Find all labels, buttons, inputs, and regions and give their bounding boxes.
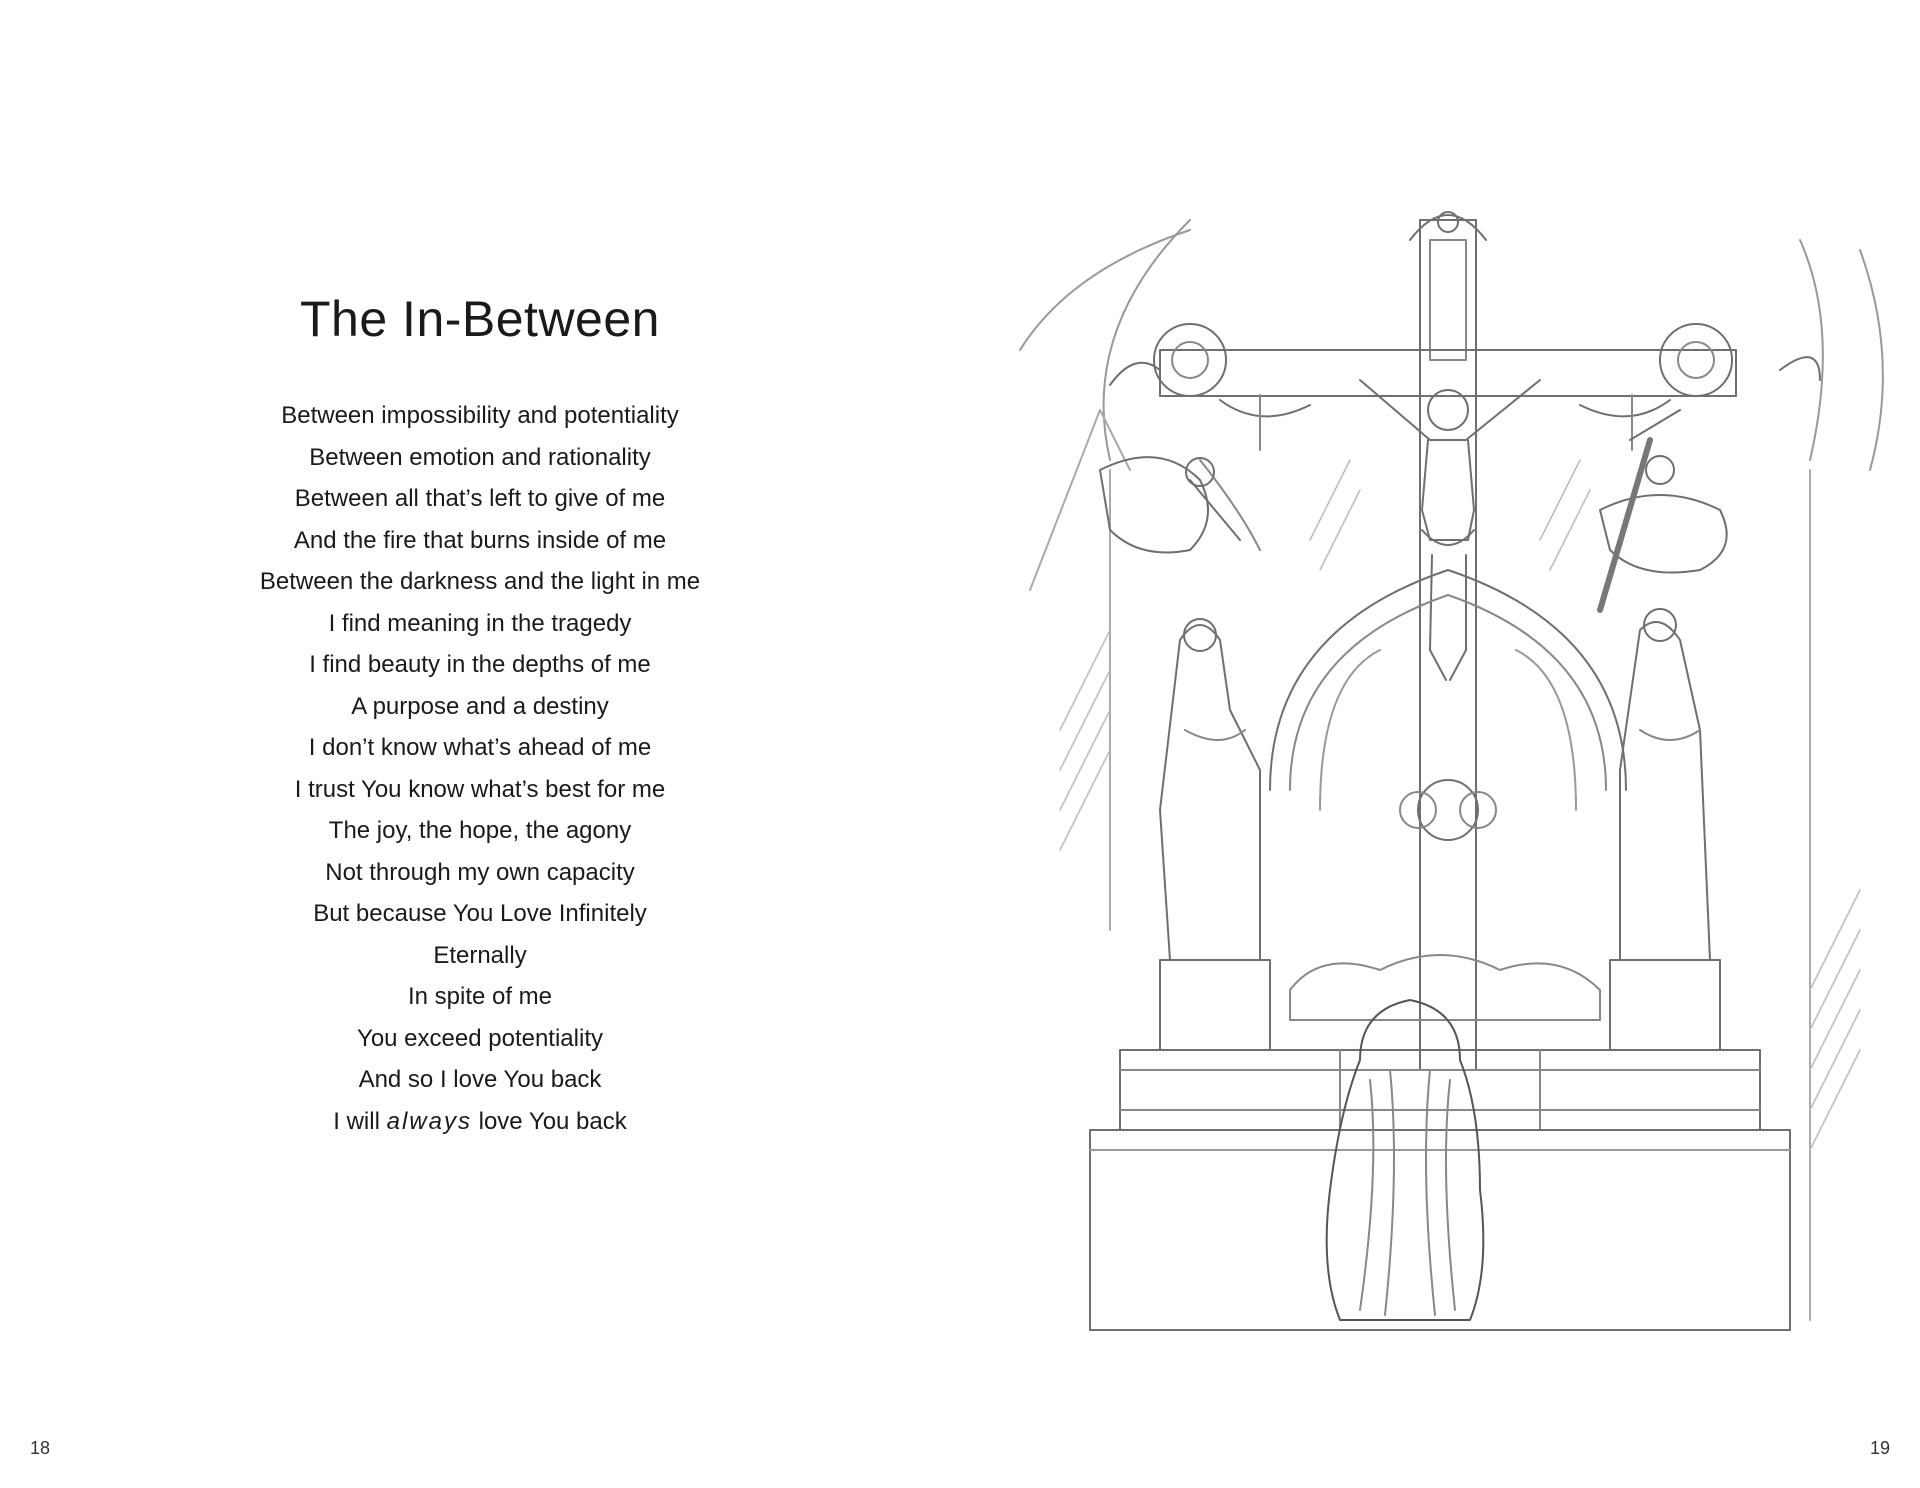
poem-line: I trust You know what’s best for me: [294, 775, 666, 803]
poem-line: In spite of me: [407, 983, 553, 1010]
page-number-left: 18: [30, 1438, 51, 1458]
poem-line: A purpose and a destiny: [351, 692, 609, 720]
poem-line: Between emotion and rationality: [309, 443, 651, 471]
poem-line: And the fire that burns inside of me: [293, 526, 667, 554]
poem-line: But because You Love Infinitely: [313, 900, 647, 927]
poem-line: Not through my own capacity: [325, 858, 635, 886]
emphasis-word: always: [386, 1107, 472, 1135]
poem-line: Eternally: [433, 941, 527, 969]
poem-title: The In-Between: [300, 291, 660, 347]
last-line-start: I will: [333, 1107, 387, 1135]
poem-last-line: [0, 1101, 960, 1143]
pencil-sketch-image: [960, 210, 1920, 1340]
poem-line: Between the darkness and the light in me: [259, 568, 701, 595]
poem-line: Between impossibility and potentiality: [281, 402, 679, 429]
poem-line: And so I love You back: [358, 1066, 602, 1093]
poem-body: [0, 395, 960, 1142]
poem-line: You exceed potentiality: [357, 1024, 603, 1052]
poem-line: The joy, the hope, the agony: [328, 817, 632, 844]
crucifix-altar-illustration: [960, 210, 1920, 1340]
last-line-end: love You back: [471, 1107, 627, 1135]
page-number-right: 19: [1869, 1438, 1890, 1458]
right-page: [960, 0, 1920, 1488]
poem-line: Between all that’s left to give of me: [294, 485, 666, 512]
poem-line: I find beauty in the depths of me: [309, 651, 651, 678]
poem-line: I don’t know what’s ahead of me: [308, 734, 652, 761]
poem-line: I find meaning in the tragedy: [328, 609, 632, 637]
